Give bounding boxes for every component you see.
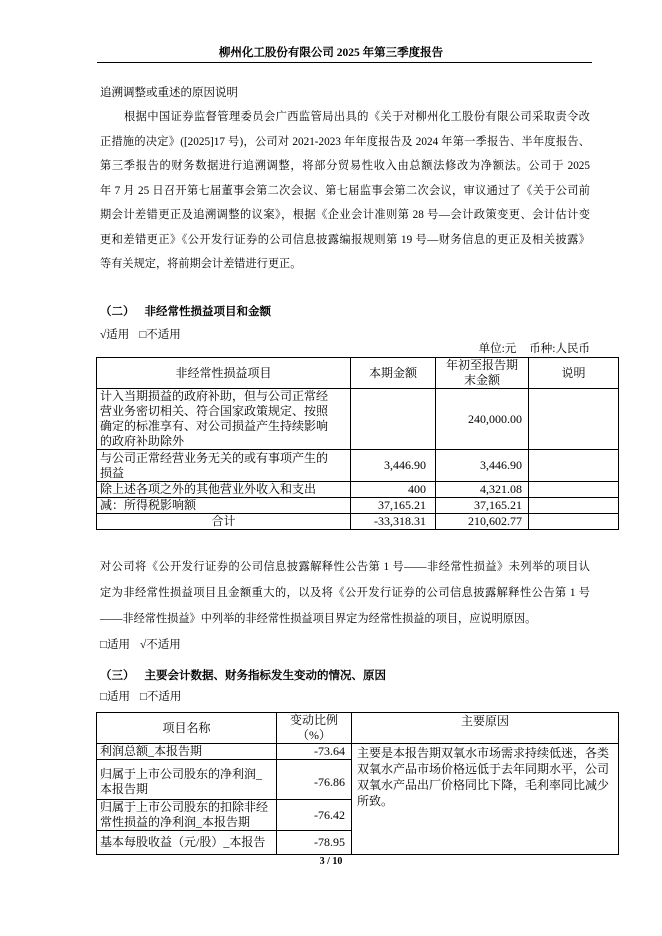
current-amount-cell: -33,318.31 [351, 514, 436, 530]
table-total-row [97, 514, 619, 530]
header-line: 变动比例 [289, 713, 338, 727]
item-line: 营业务密切相关、符合国家政策规定、按照 [100, 404, 329, 418]
header-line: （%） [297, 728, 331, 742]
reason-line: 所致。 [357, 794, 394, 808]
section-number: （二） [100, 306, 135, 318]
table-row [97, 744, 619, 760]
item-line: 的政府补助除外 [100, 434, 185, 448]
table-row [97, 389, 619, 450]
item-line: 减：所得税影响额 [100, 498, 197, 512]
total-label-cell [97, 514, 351, 530]
section-number: （三） [100, 670, 135, 682]
paragraph-line: ——非经常性损益》中列举的非经常性损益项目界定为经常性损益的项目，应说明原因。 [100, 613, 537, 625]
reason-line: 双氧水产品市场价格远低于去年同期水平，公司 [357, 762, 610, 776]
item-cell [97, 800, 277, 831]
not-applicable-option: □不适用 [139, 691, 182, 703]
currency-label: 币种:人民币 [529, 343, 590, 355]
note-cell [529, 450, 619, 482]
item-line: 常性损益的净利润_本报告期 [100, 815, 251, 829]
item-cell [97, 498, 351, 514]
item-cell [97, 389, 351, 450]
item-line: 基本每股收益（元/股）_本报告 [100, 835, 266, 849]
table-row [97, 482, 619, 498]
header-current-amount: 本期金额 [351, 358, 436, 389]
item-line: 合计 [211, 514, 236, 528]
page-number: 3 / 10 [319, 856, 343, 867]
current-amount-cell: 3,446.90 [351, 450, 436, 482]
reason-line: 主要是本报告期双氧水市场需求持续低迷，各类 [357, 746, 610, 760]
paragraph-line: 年 7 月 25 日召开第七届董事会第二次会议、第七届监事会第二次会议，审议通过了《关于公司前 [100, 184, 590, 197]
item-cell [97, 831, 277, 855]
paragraph-line: 第三季报告的财务数据进行追溯调整，将部分贸易性收入由总额法修改为净额法。公司于 2025 [100, 160, 590, 172]
unit-currency-line [479, 341, 590, 357]
item-line: 归属于上市公司股东的净利润_ [100, 767, 263, 781]
table-row [97, 498, 619, 514]
header-divider [97, 62, 592, 63]
change-ratio-cell: -73.64 [277, 744, 352, 760]
current-amount-cell [351, 389, 436, 450]
explanation-paragraph [100, 554, 590, 632]
ytd-amount-cell: 3,446.90 [436, 450, 529, 482]
item-cell [97, 760, 277, 800]
not-applicable-option: √不适用 [139, 639, 181, 651]
item-line: 除上述各项之外的其他营业外收入和支出 [100, 482, 317, 496]
table-header-row [97, 358, 619, 389]
not-applicable-option: □不适用 [139, 329, 181, 341]
ytd-amount-cell: 240,000.00 [436, 389, 529, 450]
unit-label: 单位:元 [478, 343, 517, 355]
header-line: 年初至报告期 [445, 358, 518, 372]
key-indicator-changes-table [96, 712, 619, 855]
item-line: 归属于上市公司股东的扣除非经 [100, 800, 269, 814]
section-heading-non-recurring [100, 304, 271, 320]
section-title: 主要会计数据、财务指标发生变动的情况、原因 [144, 670, 386, 682]
note-cell [529, 482, 619, 498]
paragraph-line: 更和差错更正》《公开发行证券的公司信息披露编报规则第 19 号—财务信息的更正及相关披露》 [100, 233, 590, 246]
header-change-ratio [277, 713, 352, 744]
item-line: 损益 [100, 465, 125, 480]
paragraph-line: 定为非经常性损益项目且金额重大的，以及将《公开发行证券的公司信息披露解释性公告第 1 号 [100, 587, 590, 599]
current-amount-cell: 400 [351, 482, 436, 498]
applicable-option: √适用 [100, 329, 130, 341]
header-main-reason: 主要原因 [352, 713, 619, 744]
ytd-amount-cell: 37,165.21 [436, 498, 529, 514]
item-cell [97, 744, 277, 760]
change-ratio-cell: -76.42 [277, 800, 352, 831]
paragraph-line: 等有关规定，将前期会计差错进行更正。 [100, 258, 302, 270]
item-cell [97, 482, 351, 498]
table-row [97, 450, 619, 482]
paragraph-line: 对公司将《公开发行证券的公司信息披露解释性公告第 1 号——非经常性损益》未列举的项目认 [100, 561, 590, 573]
section-heading-key-changes [100, 668, 386, 684]
paragraph-line: 期会计差错更正及追溯调整的议案》，根据《企业会计准则第 28 号—会计政策变更、会计估计变 [100, 209, 590, 221]
table-header-row [97, 713, 619, 744]
restatement-heading: 追溯调整或重述的原因说明 [100, 87, 238, 99]
non-recurring-gains-losses-table [96, 357, 619, 530]
section-title: 非经常性损益项目和金额 [144, 306, 271, 318]
explanation-applicability-options [100, 637, 181, 653]
item-line: 本报告期 [100, 782, 149, 796]
paragraph-line: 根据中国证券监督管理委员会广西监管局出具的《关于对柳州化工股份有限公司采取责令改 [124, 111, 590, 123]
main-reason-cell [352, 744, 619, 855]
change-ratio-cell: -76.86 [277, 760, 352, 800]
item-cell [97, 450, 351, 482]
header-item-name: 项目名称 [97, 713, 277, 744]
item-line: 利润总额_本报告期 [100, 744, 203, 758]
applicable-option: □适用 [100, 639, 130, 651]
note-cell [529, 514, 619, 530]
item-line: 确定的标准享有、对公司损益产生持续影响 [100, 419, 329, 433]
report-header-title: 柳州化工股份有限公司 2025 年第三季度报告 [218, 47, 444, 59]
current-amount-cell: 37,165.21 [351, 498, 436, 514]
header-item: 非经常性损益项目 [97, 358, 351, 389]
ytd-amount-cell: 210,602.77 [436, 514, 529, 530]
header-line: 末金额 [463, 373, 500, 387]
item-line: 与公司正常经营业务无关的或有事项产生的 [100, 450, 329, 465]
restatement-paragraph [100, 105, 590, 277]
note-cell [529, 389, 619, 450]
reason-line: 双氧水产品出厂价格同比下降，毛利率同比减少 [357, 778, 610, 792]
ytd-amount-cell: 4,321.08 [436, 482, 529, 498]
item-line: 计入当期损益的政府补助，但与公司正常经 [100, 389, 329, 403]
header-ytd-amount [436, 358, 529, 389]
applicability-options [100, 327, 181, 343]
header-note: 说明 [529, 358, 619, 389]
applicability-options [100, 689, 181, 705]
note-cell [529, 498, 619, 514]
applicable-option: □适用 [100, 691, 130, 703]
paragraph-line: 正措施的决定》([2025]17 号)，公司对 2021-2023 年年度报告及 2024 年第一季报告、半年度报告、 [100, 135, 590, 148]
change-ratio-cell: -78.95 [277, 831, 352, 855]
